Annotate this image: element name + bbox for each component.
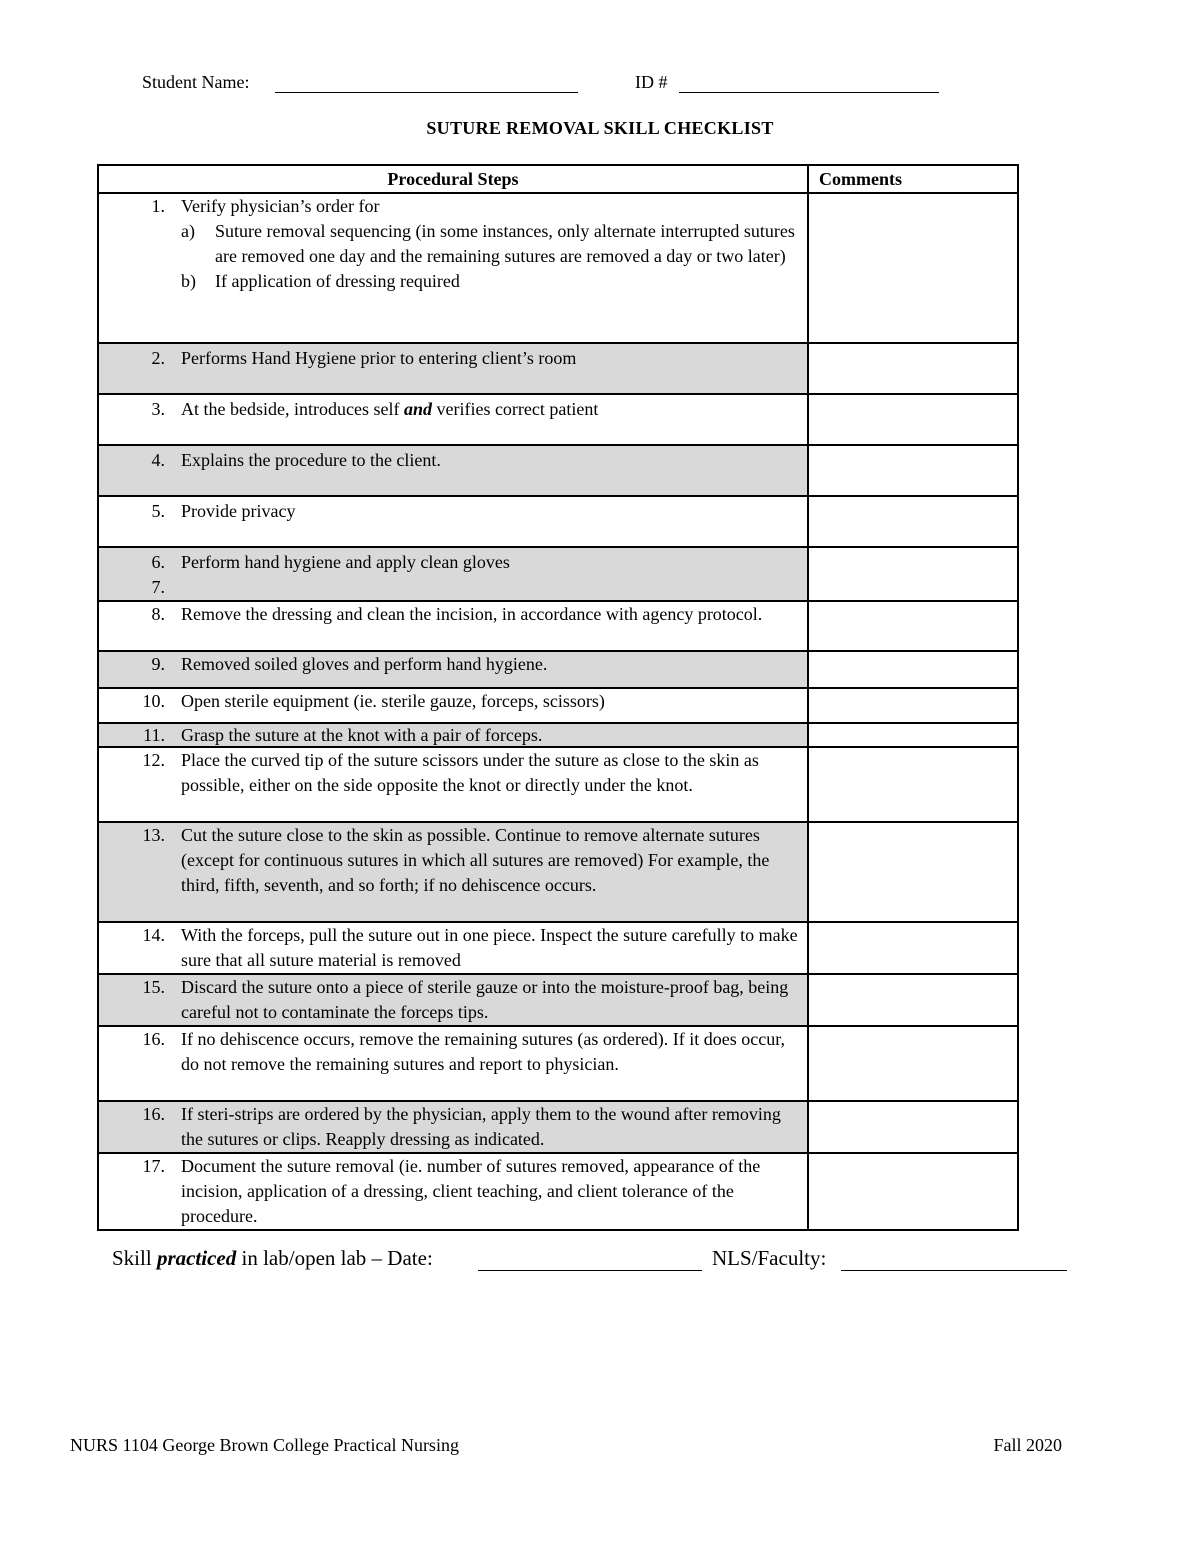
step-text: Verify physician’s order for: [181, 196, 380, 216]
step-number: 10.: [142, 691, 165, 711]
step-text: Provide privacy: [181, 501, 296, 521]
comments-cell[interactable]: [808, 747, 1018, 822]
table-row: [98, 822, 1018, 922]
step-text: Cut the suture close to the skin as possible. Continue to remove alternate sutures (except for continuous sutures in which all sutures are removed) For example, the third, fifth, seventh, and so forth; if no dehiscence occurs.: [181, 825, 770, 895]
comments-cell[interactable]: [808, 496, 1018, 547]
step-number: 16.: [142, 1029, 165, 1049]
table-row: [98, 1101, 1018, 1153]
step-number: 4.: [151, 450, 165, 470]
student-id-field[interactable]: [679, 92, 939, 93]
comments-cell[interactable]: [808, 822, 1018, 922]
step-number: 17.: [142, 1156, 165, 1176]
table-row: [98, 974, 1018, 1026]
table-row: [98, 1153, 1018, 1230]
skill-practiced-line: [112, 1246, 1072, 1276]
step-cell: [98, 747, 808, 822]
step-number: 16.: [142, 1104, 165, 1124]
step-cell: [98, 1153, 808, 1230]
table-row: [98, 343, 1018, 394]
step-text: Remove the dressing and clean the incision, in accordance with agency protocol.: [181, 604, 763, 624]
faculty-field[interactable]: [841, 1270, 1067, 1271]
student-name-label: Student Name:: [142, 72, 250, 92]
step-text: Explains the procedure to the client.: [181, 450, 441, 470]
table-row: [98, 922, 1018, 974]
skill-practiced-label: [112, 1246, 433, 1271]
table-row: [98, 496, 1018, 547]
comments-cell[interactable]: [808, 343, 1018, 394]
step-text: Document the suture removal (ie. number of sutures removed, appearance of the incision, application of a dressing, client teaching, and client tolerance of the procedure.: [181, 1156, 761, 1226]
course-footer: NURS 1104 George Brown College Practical Nursing: [70, 1435, 459, 1455]
step-text: At the bedside, introduces self: [181, 399, 404, 419]
step-cell: [98, 496, 808, 547]
table-row: [98, 547, 1018, 601]
step-text: verifies correct patient: [431, 399, 599, 419]
step-number: 5.: [151, 501, 165, 521]
step-number: 7.: [151, 577, 165, 597]
skill-suffix: in lab/open lab – Date:: [236, 1246, 433, 1270]
student-info-line: [142, 72, 942, 98]
procedural-steps-header: Procedural Steps: [98, 165, 808, 193]
emphasis-text: and: [403, 399, 432, 419]
step-number: 8.: [151, 604, 165, 624]
step-cell: [98, 922, 808, 974]
comments-cell[interactable]: [808, 193, 1018, 343]
step-text: Discard the suture onto a piece of sterile gauze or into the moisture-proof bag, being careful not to contaminate the forceps tips.: [181, 977, 789, 1022]
sub-text: Suture removal sequencing (in some instances, only alternate interrupted sutures are removed one day and the remaining sutures are removed a day or two later): [215, 221, 795, 266]
step-number: 15.: [142, 977, 165, 997]
step-text: Grasp the suture at the knot with a pair of forceps.: [181, 725, 543, 745]
table-row: [98, 193, 1018, 343]
page-title: SUTURE REMOVAL SKILL CHECKLIST: [426, 118, 774, 138]
checklist-table: [97, 164, 1019, 1231]
comments-cell[interactable]: [808, 1101, 1018, 1153]
date-field[interactable]: [478, 1270, 702, 1271]
student-name-field[interactable]: [275, 92, 578, 93]
comments-cell[interactable]: [808, 723, 1018, 747]
table-row: [98, 723, 1018, 747]
step-text: With the forceps, pull the suture out in one piece. Inspect the suture carefully to make sure that all suture material is removed: [181, 925, 798, 970]
comments-cell[interactable]: [808, 601, 1018, 651]
step-text: Removed soiled gloves and perform hand hygiene.: [181, 654, 548, 674]
step-number: 9.: [151, 654, 165, 674]
step-cell: [98, 974, 808, 1026]
table-row: [98, 1026, 1018, 1101]
table-row: [98, 445, 1018, 496]
sub-letter: a): [181, 221, 195, 241]
step-cell: [98, 394, 808, 445]
step-text: If steri-strips are ordered by the physician, apply them to the wound after removing the sutures or clips. Reapply dressing as indicated.: [181, 1104, 781, 1149]
step-number: 14.: [142, 925, 165, 945]
step-cell: [98, 688, 808, 723]
comments-cell[interactable]: [808, 922, 1018, 974]
step-cell: [98, 601, 808, 651]
step-cell: [98, 1026, 808, 1101]
step-text: If no dehiscence occurs, remove the remaining sutures (as ordered). If it does occur, do not remove the remaining sutures and report to physician.: [181, 1029, 786, 1074]
comments-header: Comments: [808, 165, 1018, 193]
step-number: 3.: [151, 399, 165, 419]
step-number: 2.: [151, 348, 165, 368]
comments-cell[interactable]: [808, 1153, 1018, 1230]
step-cell: [98, 723, 808, 747]
term-footer: Fall 2020: [993, 1435, 1062, 1455]
student-id-label: ID #: [635, 72, 668, 92]
comments-cell[interactable]: [808, 547, 1018, 601]
comments-cell[interactable]: [808, 445, 1018, 496]
comments-cell[interactable]: [808, 974, 1018, 1026]
step-text: Performs Hand Hygiene prior to entering client’s room: [181, 348, 577, 368]
step-cell: [98, 651, 808, 688]
comments-cell[interactable]: [808, 688, 1018, 723]
faculty-label: NLS/Faculty:: [712, 1246, 827, 1270]
comments-cell[interactable]: [808, 1026, 1018, 1101]
step-number: 13.: [142, 825, 165, 845]
table-row: [98, 688, 1018, 723]
step-cell: [98, 822, 808, 922]
step-number: 12.: [142, 750, 165, 770]
skill-emphasis: practiced: [156, 1246, 237, 1270]
skill-prefix: Skill: [112, 1246, 157, 1270]
comments-cell[interactable]: [808, 394, 1018, 445]
table-row: [98, 394, 1018, 445]
table-header-row: [98, 165, 1018, 193]
step-cell: [98, 343, 808, 394]
comments-cell[interactable]: [808, 651, 1018, 688]
step-cell: [98, 547, 808, 601]
sub-text: If application of dressing required: [215, 271, 460, 291]
table-row: [98, 601, 1018, 651]
step-text: Place the curved tip of the suture scissors under the suture as close to the skin as possible, either on the side opposite the knot or directly under the knot.: [181, 750, 759, 795]
step-number: 11.: [143, 725, 165, 745]
step-cell: [98, 193, 808, 343]
step-number: 6.: [151, 552, 165, 572]
step-text: Perform hand hygiene and apply clean gloves: [181, 552, 510, 572]
table-row: [98, 651, 1018, 688]
step-number: 1.: [151, 196, 165, 216]
sub-letter: b): [181, 271, 196, 291]
table-row: [98, 747, 1018, 822]
step-cell: [98, 1101, 808, 1153]
step-cell: [98, 445, 808, 496]
step-text: Open sterile equipment (ie. sterile gauze, forceps, scissors): [181, 691, 605, 711]
